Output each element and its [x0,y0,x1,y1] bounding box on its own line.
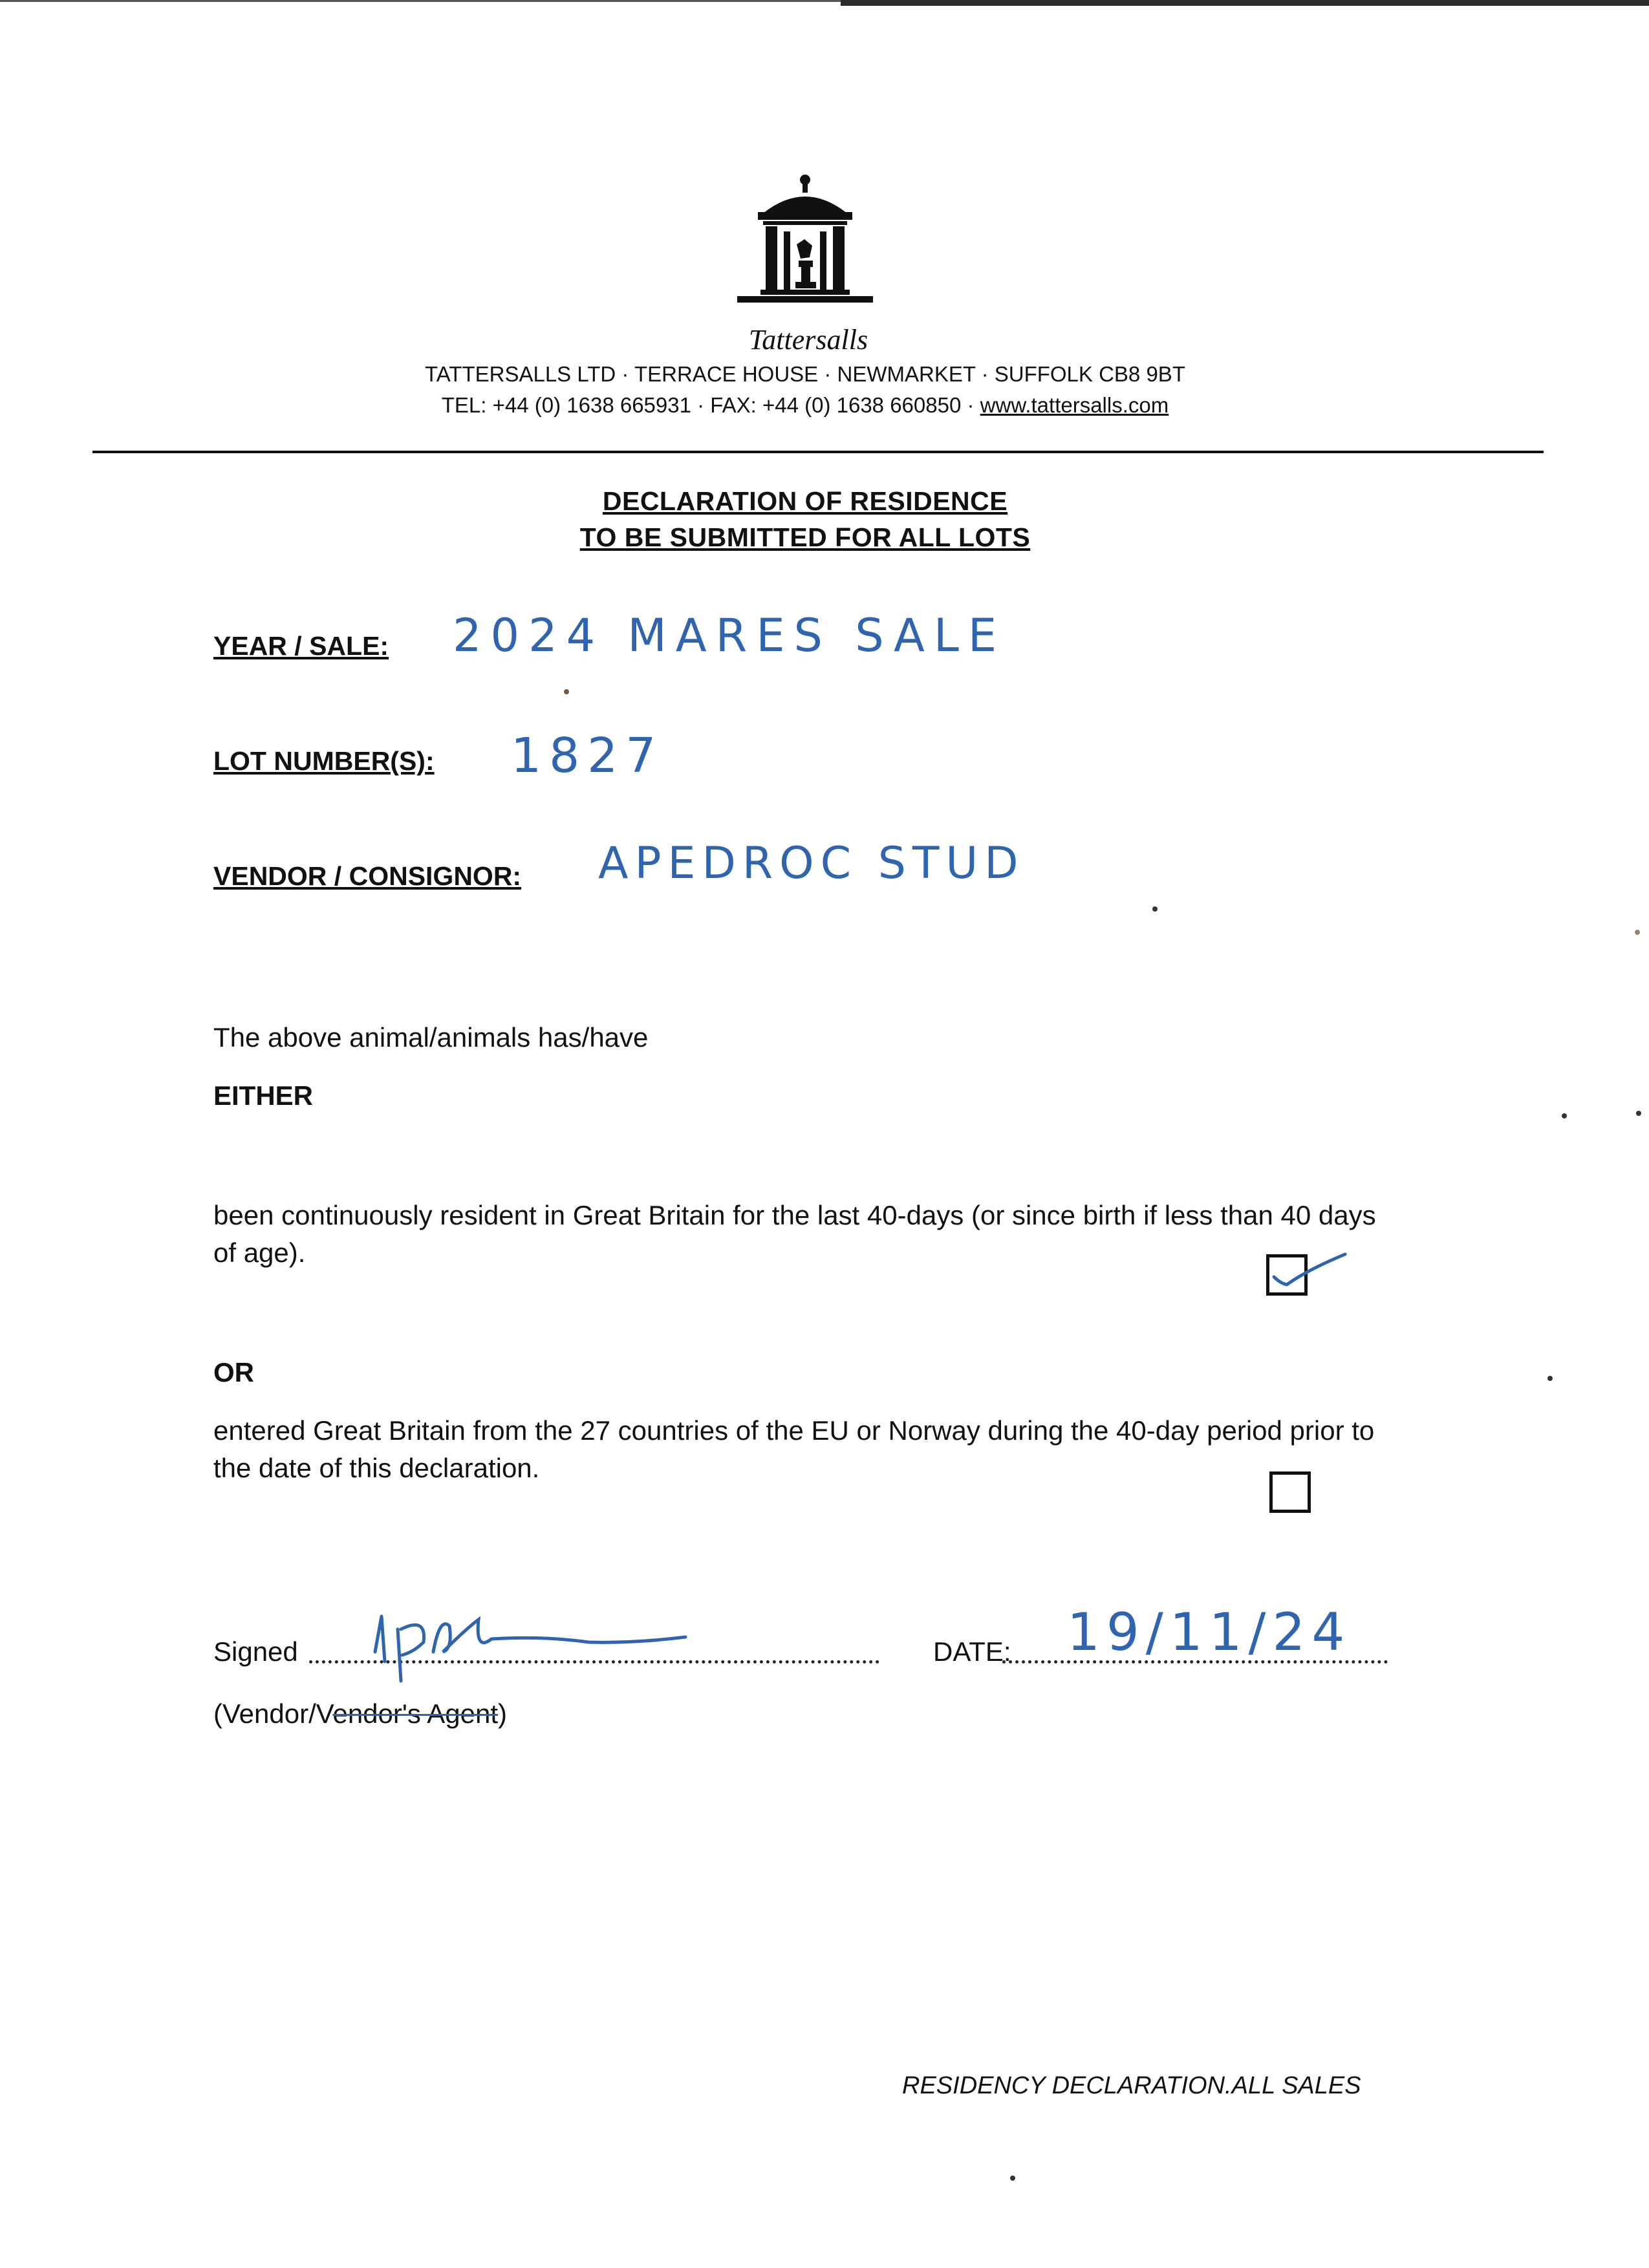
scan-edge-dark [841,0,1649,6]
year-sale-value: 2024 MARES SALE [453,609,1006,662]
form-subtitle: TO BE SUBMITTED FOR ALL LOTS [579,522,1031,552]
declaration-intro: The above animal/animals has/have [213,1022,649,1053]
website-link[interactable]: www.tattersalls.com [980,393,1169,417]
date-label: DATE: [933,1636,1011,1667]
brand-wordmark: Tattersalls [748,324,868,356]
option-entered-checkbox[interactable] [1269,1471,1311,1513]
signed-label: Signed [213,1636,298,1667]
lot-number-label: LOT NUMBER(S): [213,746,435,776]
option-resident-text: been continuously resident in Great Britain for the last 40-days (or since birth if less than 40 days of age). [213,1200,1376,1268]
year-sale-label: YEAR / SALE: [213,631,389,661]
scan-speck [1547,1376,1553,1381]
form-title: DECLARATION OF RESIDENCE [602,486,1008,516]
company-address: TATTERSALLS LTD · TERRACE HOUSE · NEWMARKET · SUFFOLK CB8 9BT [425,362,1185,386]
scan-speck [1010,2176,1015,2181]
date-value: 19/11/24 [1067,1602,1352,1662]
or-heading: OR [213,1357,254,1387]
company-contact [0,393,1610,418]
option-entered-text: entered Great Britain from the 27 countries of the EU or Norway during the 40-day period prior to the date of this declaration. [213,1415,1375,1483]
signer-role-struck: endor's Agent [332,1698,499,1729]
handwritten-signature [362,1590,711,1694]
checkmark-icon [1267,1245,1352,1296]
scan-speck [1562,1113,1567,1118]
footer-form-name: RESIDENCY DECLARATION.ALL SALES [902,2072,1361,2099]
contact-numbers: TEL: +44 (0) 1638 665931 · FAX: +44 (0) 1638 660850 · [441,393,975,417]
lot-number-value: 1827 [511,728,664,784]
signer-role-prefix: (Vendor/V [213,1698,333,1729]
scan-speck [564,689,569,694]
header-divider [92,451,1544,453]
vendor-consignor-value: APEDROC STUD [598,838,1025,889]
either-heading: EITHER [213,1080,314,1111]
scan-edge-top [0,0,841,2]
signer-role-suffix: ) [498,1698,508,1729]
tattersalls-logo-icon [737,173,873,322]
signer-role [213,1695,507,1733]
scan-speck [1152,906,1158,912]
scan-speck [1635,930,1640,935]
scan-speck [1636,1111,1641,1116]
vendor-consignor-label: VENDOR / CONSIGNOR: [213,861,522,891]
